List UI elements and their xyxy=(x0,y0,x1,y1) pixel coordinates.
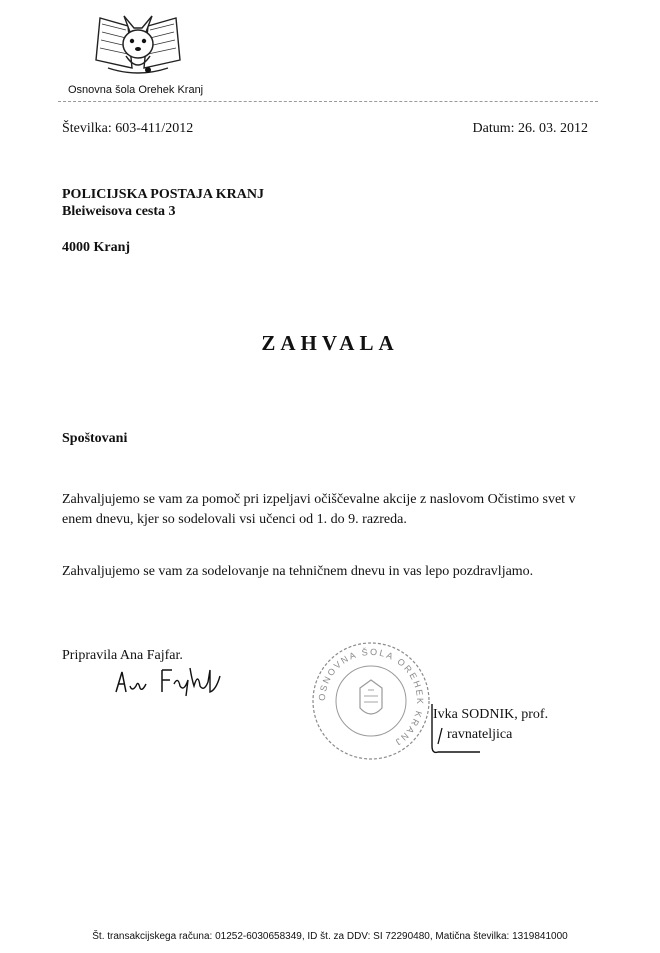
prepared-by: Pripravila Ana Fajfar. xyxy=(62,648,183,663)
stamp-text: OSNOVNA ŠOLA OREHEK KRANJ xyxy=(316,646,426,749)
body-paragraph-2: Zahvaljujemo se vam za sodelovanje na tehničnem dnevu in vas lepo pozdravljamo. xyxy=(62,564,534,579)
principal-name: Ivka SODNIK, prof. xyxy=(433,707,549,722)
header-divider xyxy=(58,101,598,102)
document-date: Datum: 26. 03. 2012 xyxy=(472,121,588,136)
body-paragraph-1: Zahvaljujemo se vam za pomoč pri izpeljavi očiščevalne akcije z naslovom Očistimo svet v enem dnevu, kjer so sodelovali vsi učenci od 1. do 9. razreda. xyxy=(62,492,576,527)
salutation: Spoštovani xyxy=(62,431,128,446)
recipient-city: 4000 Kranj xyxy=(62,240,131,255)
principal-title: ravnateljica xyxy=(447,727,513,742)
school-name: Osnovna šola Orehek Kranj xyxy=(68,84,204,96)
svg-text:OSNOVNA ŠOLA OREHEK KRANJ xyxy=(317,647,425,748)
school-logo-icon xyxy=(88,8,188,80)
author-signature-icon xyxy=(112,662,232,698)
recipient-street: Bleiweisova cesta 3 xyxy=(62,204,176,219)
reference-number: Številka: 603-411/2012 xyxy=(62,121,194,136)
school-stamp-icon xyxy=(310,640,432,762)
document-title: ZAHVALA xyxy=(261,331,399,355)
footer-bank-info: Št. transakcijskega računa: 01252-6030658349, ID št. za DDV: SI 72290480, Matična številka: 1319841000 xyxy=(92,931,568,942)
recipient-name: POLICIJSKA POSTAJA KRANJ xyxy=(62,187,264,202)
